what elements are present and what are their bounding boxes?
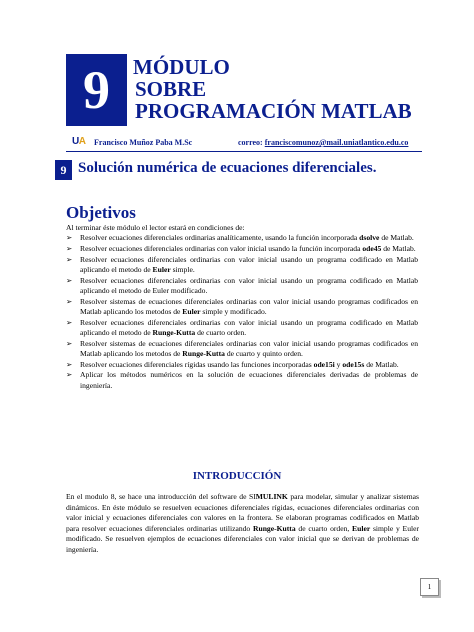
arrow-bullet-icon: ➢ xyxy=(66,233,73,242)
arrow-bullet-icon: ➢ xyxy=(66,317,73,327)
arrow-bullet-icon: ➢ xyxy=(66,296,73,306)
university-logo: UA xyxy=(72,136,86,147)
title-line-1: MÓDULO xyxy=(133,55,230,79)
objective-item: ➢ Aplicar los métodos numéricos en la solución de ecuaciones diferenciales derivadas de problemas de ingeniería. xyxy=(66,370,418,390)
objective-item: ➢ Resolver sistemas de ecuaciones diferenciales ordinarias con valor inicial usando programas codificados en Matlab aplicando los metodos de Runge-Kutta de cuarto y quinto orden. xyxy=(66,338,418,358)
section-title: Solución numérica de ecuaciones diferenciales. xyxy=(78,160,377,176)
email-link[interactable]: franciscomunoz@mail.uniatlantico.edu.co xyxy=(264,138,409,147)
arrow-bullet-icon: ➢ xyxy=(66,254,73,264)
objective-item: ➢ Resolver ecuaciones diferenciales rígidas usando las funciones incorporadas ode15i y ode15s de Matlab. xyxy=(66,359,399,369)
arrow-bullet-icon: ➢ xyxy=(66,338,73,348)
page-number: 1 xyxy=(420,578,439,596)
arrow-bullet-icon: ➢ xyxy=(66,243,73,253)
introduction-paragraph: En el modulo 8, se hace una introducción del software de SIMULINK para modelar, simular y analizar sistemas dinámicos. En éste módulo se resuelven ecuaciones diferenciales rígidas, ecuaciones diferenciales ordinarias con valor inicial y ecuaciones diferenciales con valores en la frontera. Se elaboran programas codificados en Matlab para resolver ecuaciones diferenciales ordinarias utilizando Runge-Kutta de cuarto orden, Euler simple y Euler modificado. Se resuelven ejemplos de ecuaciones diferenciales con valor inicial que se derivan de problemas de ingeniería. xyxy=(66,492,419,554)
email-line xyxy=(238,138,408,147)
objective-item: ➢ Resolver ecuaciones diferenciales ordinarias analíticamente, usando la función incorporada dsolve de Matlab. xyxy=(66,233,414,242)
section-number: 9 xyxy=(60,162,67,177)
objective-item: ➢ Resolver ecuaciones diferenciales ordinarias con valor inicial usando un programa codificado en Matlab aplicando el metodo de Euler simple. xyxy=(66,254,418,274)
header-divider xyxy=(66,151,422,152)
objectives-intro: Al terminar éste módulo el lector estará en condiciones de: xyxy=(66,223,245,232)
section-number-badge xyxy=(55,160,72,180)
module-number: 9 xyxy=(83,60,110,120)
introduction-heading: INTRODUCCIÓN xyxy=(192,470,282,482)
objectives-heading: Objetivos xyxy=(66,203,136,222)
arrow-bullet-icon: ➢ xyxy=(66,370,73,380)
objectives-list xyxy=(66,233,418,391)
module-number-badge xyxy=(66,54,127,126)
objective-item: ➢ Resolver ecuaciones diferenciales ordinarias con valor inicial usando la función incorporada ode45 de Matlab. xyxy=(66,243,416,253)
objective-item: ➢ Resolver ecuaciones diferenciales ordinarias con valor inicial usando un programa codificado en Matlab aplicando el metodo de Runge-Kutta de cuarto orden. xyxy=(66,317,418,337)
author-name: Francisco Muñoz Paba M.Sc xyxy=(94,138,193,147)
objective-item: ➢ Resolver sistemas de ecuaciones diferenciales ordinarias con valor inicial usando programas codificados en Matlab aplicando los metodos de Euler simple y modificado. xyxy=(66,296,418,316)
arrow-bullet-icon: ➢ xyxy=(66,359,73,369)
title-line-2: SOBRE xyxy=(135,77,207,101)
objective-item: ➢ Resolver ecuaciones diferenciales ordinarias con valor inicial usando un programa codificado en Matlab aplicando el metodo de Euler modificado. xyxy=(66,275,418,295)
module-title xyxy=(133,56,412,122)
email-label: correo: xyxy=(238,138,263,147)
title-line-3: PROGRAMACIÓN MATLAB xyxy=(135,99,412,123)
arrow-bullet-icon: ➢ xyxy=(66,275,73,285)
